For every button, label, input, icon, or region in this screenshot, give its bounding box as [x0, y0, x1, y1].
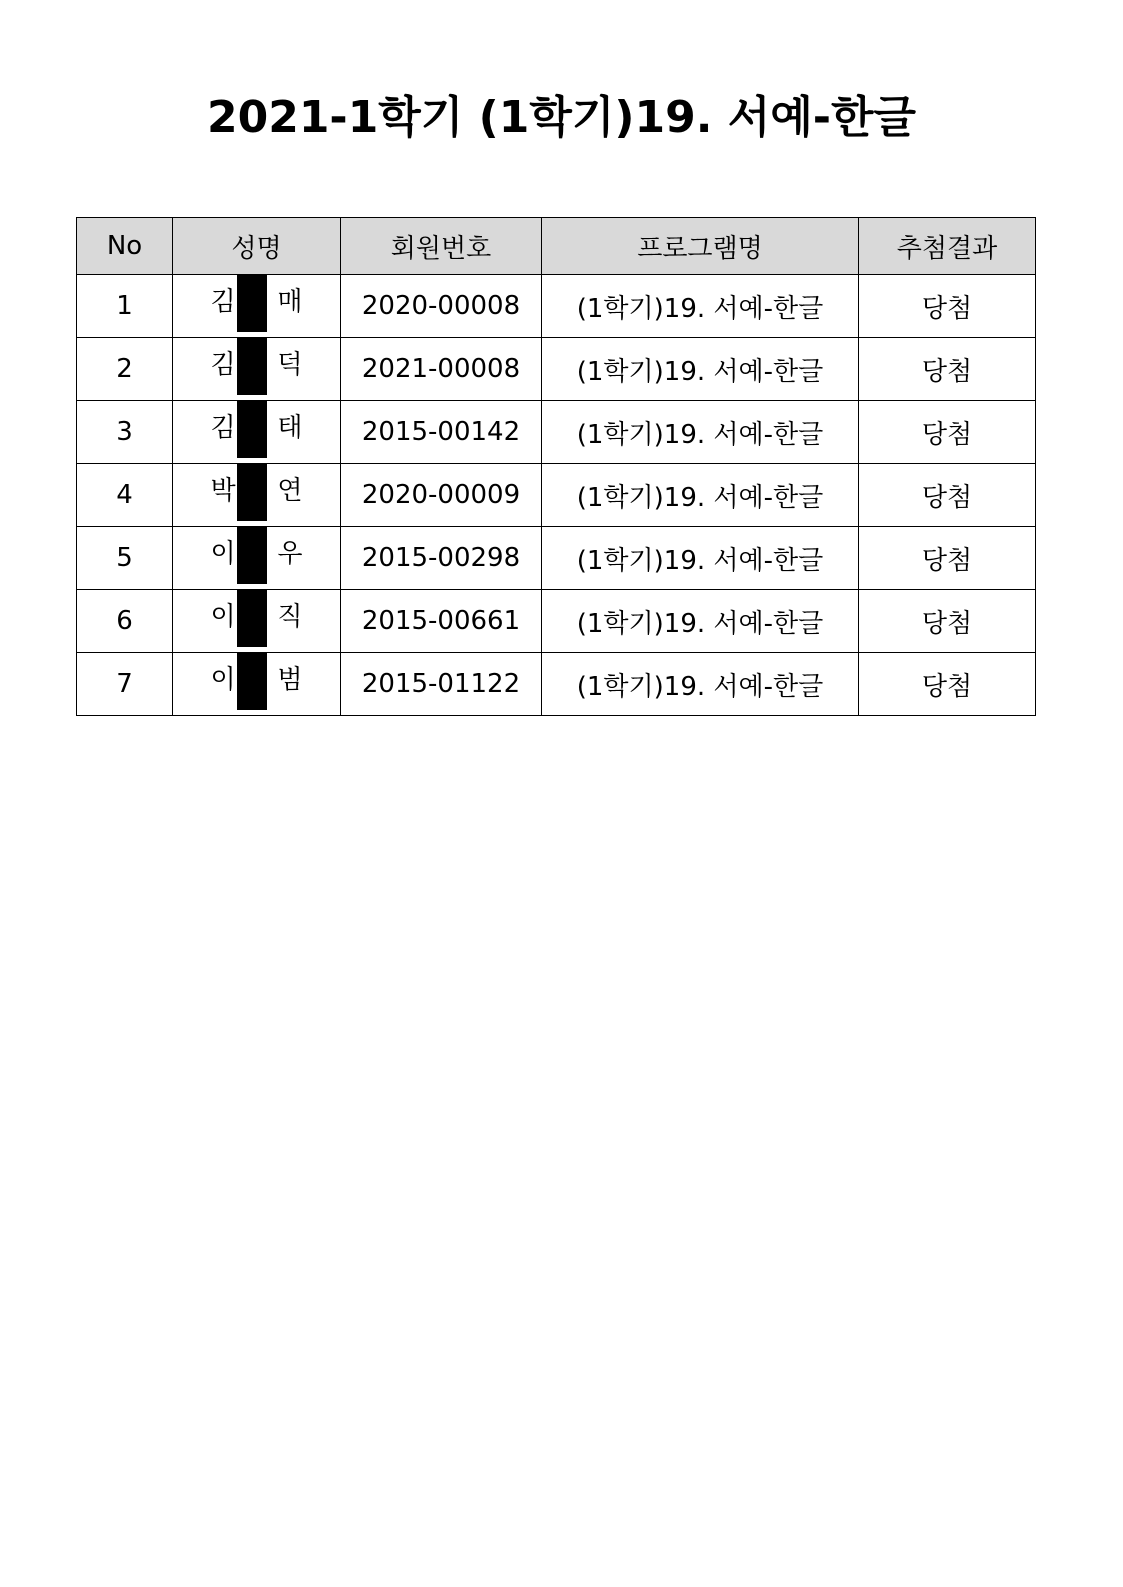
- header-program: 프로그램명: [542, 218, 859, 275]
- cell-result: 당첨: [859, 590, 1036, 653]
- header-no: No: [77, 218, 173, 275]
- name-first-char: 박: [210, 476, 236, 506]
- name-last-char: 덕: [277, 350, 303, 380]
- name-first-char: 김: [210, 413, 236, 443]
- name-first-char: 김: [210, 287, 236, 317]
- cell-no: 4: [77, 464, 173, 527]
- name-last-char: 직: [277, 602, 303, 632]
- name-wrapper: [211, 401, 303, 456]
- cell-result: 당첨: [859, 653, 1036, 716]
- table-row: [77, 527, 1036, 590]
- name-wrapper: [211, 590, 303, 645]
- cell-name: [173, 527, 341, 590]
- redaction-bar: [237, 527, 267, 584]
- name-last-char: 매: [277, 287, 303, 317]
- cell-program: (1학기)19. 서예-한글: [542, 401, 859, 464]
- redaction-bar: [237, 401, 267, 458]
- header-result: 추첨결과: [859, 218, 1036, 275]
- name-last-char: 범: [277, 665, 303, 695]
- name-wrapper: [211, 338, 303, 393]
- redaction-bar: [237, 464, 267, 521]
- cell-member-no: 2015-00661: [341, 590, 542, 653]
- name-last-char: 연: [277, 476, 303, 506]
- redaction-bar: [237, 590, 267, 647]
- cell-no: 3: [77, 401, 173, 464]
- cell-no: 7: [77, 653, 173, 716]
- cell-name: [173, 401, 341, 464]
- redaction-bar: [237, 653, 267, 710]
- cell-result: 당첨: [859, 338, 1036, 401]
- name-first-char: 이: [210, 539, 236, 569]
- table-row: [77, 464, 1036, 527]
- table-row: [77, 401, 1036, 464]
- cell-name: [173, 590, 341, 653]
- cell-member-no: 2020-00009: [341, 464, 542, 527]
- table-header-row: [77, 218, 1036, 275]
- header-name: 성명: [173, 218, 341, 275]
- cell-no: 6: [77, 590, 173, 653]
- cell-result: 당첨: [859, 401, 1036, 464]
- cell-result: 당첨: [859, 527, 1036, 590]
- cell-name: [173, 653, 341, 716]
- cell-name: [173, 275, 341, 338]
- table-row: [77, 275, 1036, 338]
- cell-name: [173, 464, 341, 527]
- cell-no: 1: [77, 275, 173, 338]
- cell-member-no: 2021-00008: [341, 338, 542, 401]
- header-member-no: 회원번호: [341, 218, 542, 275]
- cell-member-no: 2020-00008: [341, 275, 542, 338]
- cell-name: [173, 338, 341, 401]
- cell-member-no: 2015-01122: [341, 653, 542, 716]
- name-first-char: 김: [210, 350, 236, 380]
- cell-program: (1학기)19. 서예-한글: [542, 464, 859, 527]
- name-first-char: 이: [210, 665, 236, 695]
- name-wrapper: [211, 527, 303, 582]
- name-last-char: 우: [277, 539, 303, 569]
- page-title: 2021-1학기 (1학기)19. 서예-한글: [206, 92, 917, 143]
- results-table: [76, 217, 1036, 716]
- cell-no: 2: [77, 338, 173, 401]
- table-row: [77, 338, 1036, 401]
- cell-member-no: 2015-00142: [341, 401, 542, 464]
- cell-program: (1학기)19. 서예-한글: [542, 338, 859, 401]
- table-row: [77, 653, 1036, 716]
- table-row: [77, 590, 1036, 653]
- cell-program: (1학기)19. 서예-한글: [542, 590, 859, 653]
- cell-program: (1학기)19. 서예-한글: [542, 653, 859, 716]
- name-first-char: 이: [210, 602, 236, 632]
- redaction-bar: [237, 275, 267, 332]
- name-wrapper: [211, 653, 303, 708]
- redaction-bar: [237, 338, 267, 395]
- cell-result: 당첨: [859, 464, 1036, 527]
- cell-member-no: 2015-00298: [341, 527, 542, 590]
- cell-result: 당첨: [859, 275, 1036, 338]
- name-wrapper: [211, 275, 303, 330]
- cell-no: 5: [77, 527, 173, 590]
- cell-program: (1학기)19. 서예-한글: [542, 527, 859, 590]
- name-wrapper: [211, 464, 303, 519]
- name-last-char: 태: [277, 413, 303, 443]
- cell-program: (1학기)19. 서예-한글: [542, 275, 859, 338]
